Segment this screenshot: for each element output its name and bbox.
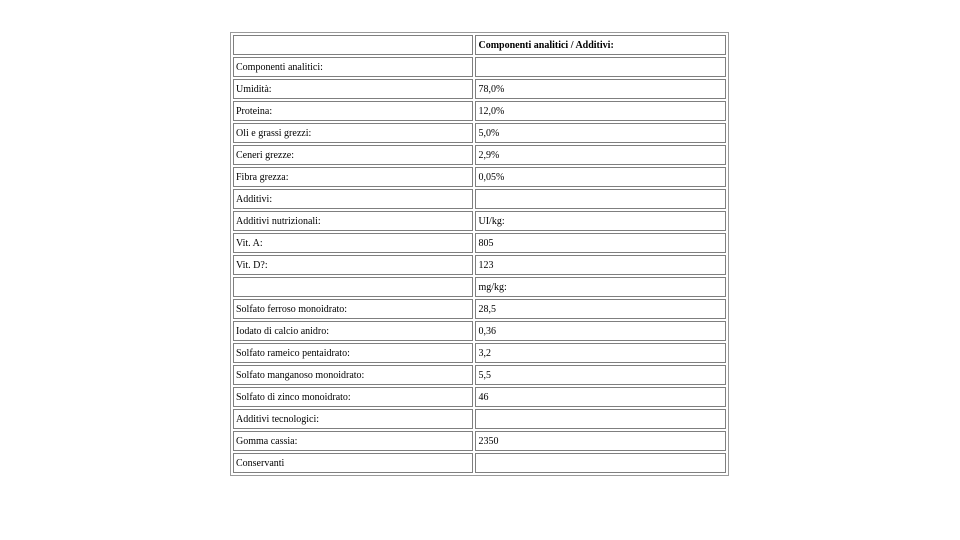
table-row xyxy=(233,145,726,165)
table-header-row xyxy=(233,35,726,55)
row-value-cell: 805 xyxy=(475,233,726,253)
row-label-cell: Ceneri grezze: xyxy=(233,145,473,165)
table-row xyxy=(233,365,726,385)
row-value-cell xyxy=(475,453,726,473)
document-body xyxy=(230,32,729,476)
table-row xyxy=(233,233,726,253)
row-value-cell: 0,05% xyxy=(475,167,726,187)
row-value-cell: 0,36 xyxy=(475,321,726,341)
header-cell-title: Componenti analitici / Additivi: xyxy=(475,35,726,55)
row-value-cell: 123 xyxy=(475,255,726,275)
row-label-cell: Solfato ferroso monoidrato: xyxy=(233,299,473,319)
row-label-cell: Vit. D?: xyxy=(233,255,473,275)
table-row xyxy=(233,277,726,297)
row-value-cell: 5,5 xyxy=(475,365,726,385)
row-label-cell: Conservanti xyxy=(233,453,473,473)
table-row xyxy=(233,409,726,429)
row-value-cell: mg/kg: xyxy=(475,277,726,297)
row-value-cell: 3,2 xyxy=(475,343,726,363)
row-value-cell xyxy=(475,409,726,429)
table-row xyxy=(233,189,726,209)
row-label-cell: Proteina: xyxy=(233,101,473,121)
table-row xyxy=(233,123,726,143)
row-label-cell: Solfato di zinco monoidrato: xyxy=(233,387,473,407)
table-row xyxy=(233,387,726,407)
row-label-cell: Additivi: xyxy=(233,189,473,209)
table-row xyxy=(233,299,726,319)
row-value-cell: 78,0% xyxy=(475,79,726,99)
row-value-cell: 5,0% xyxy=(475,123,726,143)
row-value-cell: 46 xyxy=(475,387,726,407)
table-row xyxy=(233,101,726,121)
table-row xyxy=(233,255,726,275)
row-value-cell: 12,0% xyxy=(475,101,726,121)
table-row xyxy=(233,57,726,77)
nutrition-table xyxy=(230,32,729,476)
row-value-cell: UI/kg: xyxy=(475,211,726,231)
row-value-cell: 28,5 xyxy=(475,299,726,319)
row-label-cell: Componenti analitici: xyxy=(233,57,473,77)
row-label-cell xyxy=(233,277,473,297)
row-label-cell: Solfato manganoso monoidrato: xyxy=(233,365,473,385)
table-row xyxy=(233,79,726,99)
table-row xyxy=(233,343,726,363)
row-label-cell: Solfato rameico pentaidrato: xyxy=(233,343,473,363)
row-value-cell xyxy=(475,189,726,209)
row-label-cell: Additivi nutrizionali: xyxy=(233,211,473,231)
table-row xyxy=(233,167,726,187)
row-value-cell xyxy=(475,57,726,77)
row-label-cell: Gomma cassia: xyxy=(233,431,473,451)
table-row xyxy=(233,453,726,473)
row-label-cell: Fibra grezza: xyxy=(233,167,473,187)
row-label-cell: Oli e grassi grezzi: xyxy=(233,123,473,143)
table-row xyxy=(233,321,726,341)
row-label-cell: Additivi tecnologici: xyxy=(233,409,473,429)
table-row xyxy=(233,211,726,231)
row-label-cell: Iodato di calcio anidro: xyxy=(233,321,473,341)
row-label-cell: Vit. A: xyxy=(233,233,473,253)
header-cell-label xyxy=(233,35,473,55)
table-row xyxy=(233,431,726,451)
row-value-cell: 2,9% xyxy=(475,145,726,165)
row-value-cell: 2350 xyxy=(475,431,726,451)
row-label-cell: Umidità: xyxy=(233,79,473,99)
